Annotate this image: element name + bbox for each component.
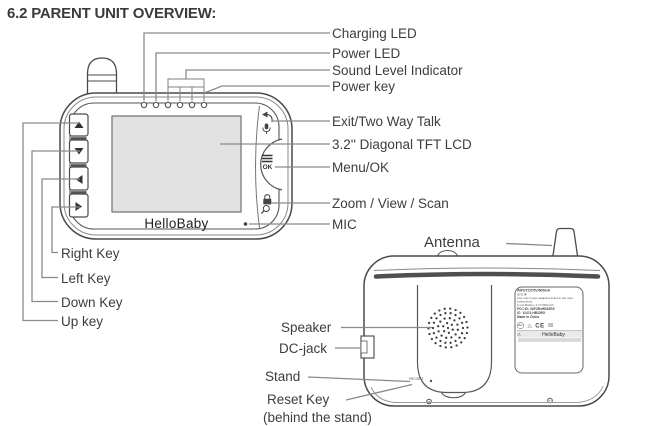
fine-print-line [518, 341, 581, 342]
label-antenna: Antenna [424, 234, 480, 251]
front-device [60, 58, 292, 239]
sticker-fcc: FCC ID: 2AF2RxHB32RX [517, 307, 555, 311]
label-reset-key-note: (behind the stand) [263, 410, 372, 425]
sticker-brand: HelloBaby [542, 332, 565, 338]
front-antenna [88, 58, 117, 97]
label-right-key: Right Key [61, 246, 120, 261]
sticker-polarity-icons: ⊖⊙⊕ [517, 293, 528, 297]
back-top-band [376, 274, 598, 277]
label-mic: MIC [332, 217, 357, 232]
charging-led-icon [141, 102, 146, 107]
label-power-key: Power key [332, 79, 396, 94]
label-down-key: Down Key [61, 295, 123, 310]
label-power-led: Power LED [332, 46, 401, 61]
sound-led-icon [177, 102, 182, 107]
talk-mic-icon [265, 124, 269, 130]
sticker-input: INPUT:DC5V/600mA [517, 289, 551, 293]
sticker-made-in: Made in China [517, 315, 540, 319]
label-charging-led: Charging LED [332, 26, 417, 41]
label-lcd: 3.2'' Diagonal TFT LCD [332, 137, 472, 152]
front-brand-text: HelloBaby [144, 216, 209, 231]
power-led-icon [153, 102, 158, 107]
sticker-ic: IC: 12474-HB32RX [517, 311, 546, 315]
triangle-cert-icon: △ [527, 322, 532, 329]
ok-button-text: OK [262, 163, 273, 171]
label-zoom-view-scan: Zoom / View / Scan [332, 196, 449, 211]
weee-bin-icon: ☒ [548, 322, 554, 329]
sound-led-icon [165, 102, 170, 107]
warning-triangle-icon: ⚠ [517, 332, 522, 337]
fine-print-line [518, 339, 581, 340]
lcd-screen [112, 116, 241, 212]
sticker-cert-icons [517, 322, 582, 330]
section-title: 6.2 PARENT UNIT OVERVIEW: [7, 5, 217, 22]
ce-mark-icon: CE [535, 321, 545, 329]
sticker-brand-band [517, 331, 582, 338]
sticker-battery: Li-ion Battery 3.7V,950mAh [517, 304, 554, 307]
label-menu-ok: Menu/OK [332, 160, 390, 175]
leader-charging-led [144, 33, 330, 101]
label-up-key: Up key [61, 314, 104, 329]
mic-hole [244, 222, 248, 226]
label-sound-level-indicator: Sound Level Indicator [332, 63, 463, 78]
sound-led-icon [189, 102, 194, 107]
spec-sticker-content [517, 289, 582, 372]
back-antenna [553, 229, 579, 260]
label-left-key: Left Key [61, 271, 111, 286]
label-exit-two-way-talk: Exit/Two Way Talk [332, 114, 441, 129]
reset-engraving: RESET [409, 377, 424, 382]
label-stand: Stand [265, 369, 301, 384]
direction-buttons [70, 114, 89, 217]
bc-cert-icon: BC [518, 323, 523, 327]
label-reset-key: Reset Key [267, 392, 330, 407]
reset-hole [430, 380, 432, 382]
leader-power-key [206, 86, 331, 93]
label-dc-jack: DC-jack [279, 341, 328, 356]
leader-sound-level [186, 70, 330, 79]
sound-led-icon [201, 102, 206, 107]
label-speaker: Speaker [281, 320, 332, 335]
sticker-warning: Use only power adapters listed in the user instructions. [517, 297, 573, 304]
leader-antenna [506, 244, 552, 246]
